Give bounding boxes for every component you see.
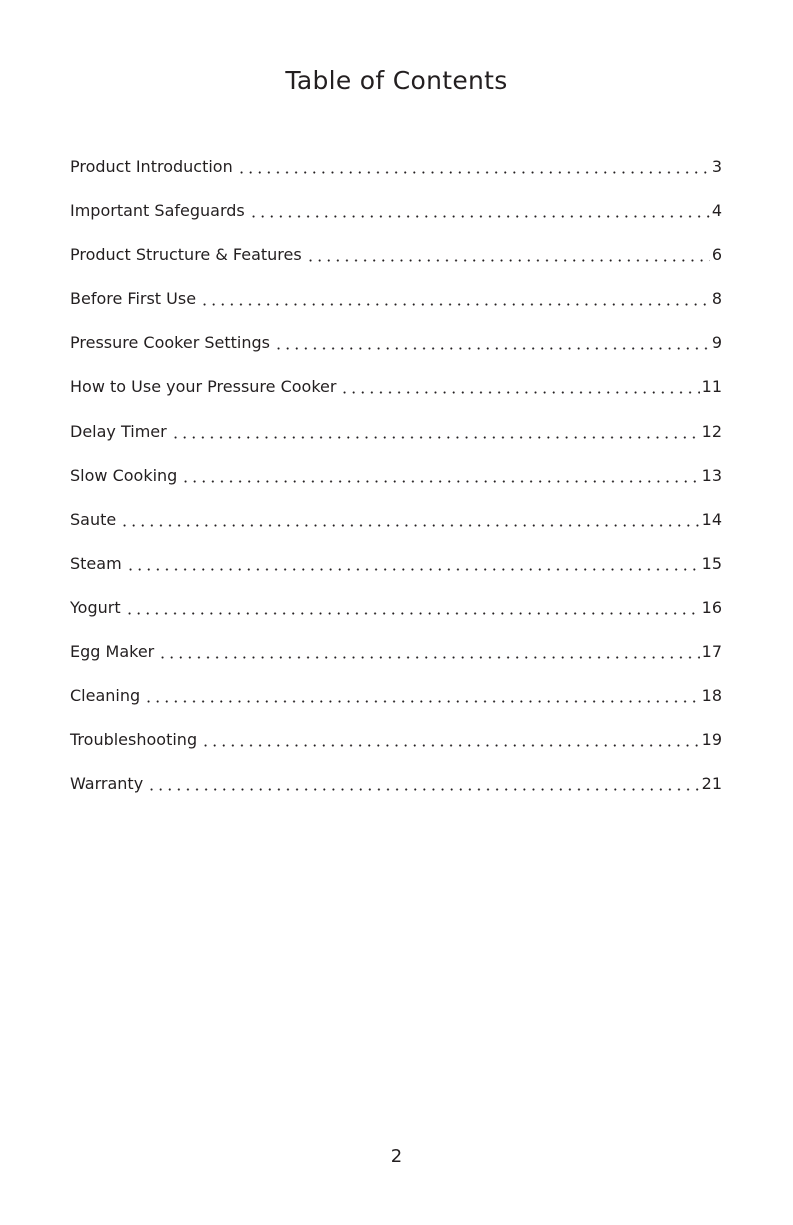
- toc-entry-page: 11: [701, 377, 722, 397]
- dot-leader: [340, 391, 699, 394]
- toc-entry-label: Before First Use: [70, 289, 197, 309]
- dot-leader: [181, 480, 699, 483]
- dot-leader: [274, 347, 710, 350]
- toc-entry-page: 16: [701, 597, 722, 617]
- toc-entry-page: 17: [701, 642, 722, 662]
- dot-leader: [147, 788, 699, 791]
- toc-entry-page: 14: [701, 509, 722, 529]
- toc-entry-page: 19: [701, 730, 722, 750]
- dot-leader: [237, 171, 710, 174]
- toc-entry-warranty[interactable]: [70, 764, 722, 808]
- dot-leader: [120, 524, 699, 527]
- toc-entry-label: Steam: [70, 553, 122, 573]
- toc-entry-product-structure-features[interactable]: [70, 235, 722, 279]
- toc-entry-label: Egg Maker: [70, 642, 155, 662]
- toc-entry-delay-timer[interactable]: [70, 412, 722, 456]
- dot-leader: [201, 744, 700, 747]
- page-number: 2: [390, 1146, 403, 1167]
- toc-entry-page: 9: [711, 333, 722, 353]
- toc-entry-yogurt[interactable]: [70, 588, 722, 632]
- page-title: Table of Contents: [285, 66, 508, 95]
- toc-entry-page: 13: [701, 465, 722, 485]
- toc-entry-saute[interactable]: [70, 500, 722, 544]
- toc-entry-page: 4: [711, 201, 722, 221]
- dot-leader: [306, 259, 710, 262]
- toc-entry-label: Saute: [70, 509, 117, 529]
- toc-entry-page: 6: [711, 245, 722, 265]
- toc-entry-label: Product Introduction: [70, 157, 233, 176]
- toc-entry-label: Important Safeguards: [70, 201, 245, 221]
- toc-entry-label: Pressure Cooker Settings: [70, 333, 270, 353]
- dot-leader: [158, 656, 699, 659]
- toc-entry-label: Troubleshooting: [70, 730, 198, 750]
- toc-entry-egg-maker[interactable]: [70, 632, 722, 676]
- toc-entry-page: 18: [701, 686, 722, 706]
- dot-leader: [126, 568, 700, 571]
- toc-entry-page: 15: [701, 553, 722, 573]
- toc-entry-pressure-cooker-settings[interactable]: [70, 323, 722, 367]
- toc-entry-important-safeguards[interactable]: [70, 191, 722, 235]
- toc-entry-page: 8: [711, 289, 722, 309]
- toc-entry-label: Warranty: [70, 774, 144, 794]
- toc-entry-label: How to Use your Pressure Cooker: [70, 377, 337, 397]
- toc-entry-label: Delay Timer: [70, 421, 167, 441]
- dot-leader: [144, 700, 699, 703]
- toc-entry-before-first-use[interactable]: [70, 279, 722, 323]
- toc-entry-page: 12: [701, 421, 722, 441]
- toc-entry-label: Yogurt: [70, 597, 121, 617]
- table-of-contents: [70, 147, 722, 808]
- dot-leader: [249, 215, 710, 218]
- toc-entry-cleaning[interactable]: [70, 676, 722, 720]
- toc-entry-steam[interactable]: [70, 544, 722, 588]
- toc-entry-page: 3: [711, 157, 722, 176]
- dot-leader: [125, 612, 700, 615]
- toc-entry-label: Product Structure & Features: [70, 245, 302, 265]
- toc-entry-page: 21: [701, 774, 722, 794]
- toc-entry-product-introduction[interactable]: [70, 147, 722, 191]
- toc-entry-slow-cooking[interactable]: [70, 456, 722, 500]
- toc-entry-label: Cleaning: [70, 686, 141, 706]
- dot-leader: [171, 436, 700, 439]
- toc-entry-troubleshooting[interactable]: [70, 720, 722, 764]
- toc-entry-label: Slow Cooking: [70, 465, 178, 485]
- dot-leader: [200, 303, 710, 306]
- toc-entry-how-to-use[interactable]: [70, 367, 722, 411]
